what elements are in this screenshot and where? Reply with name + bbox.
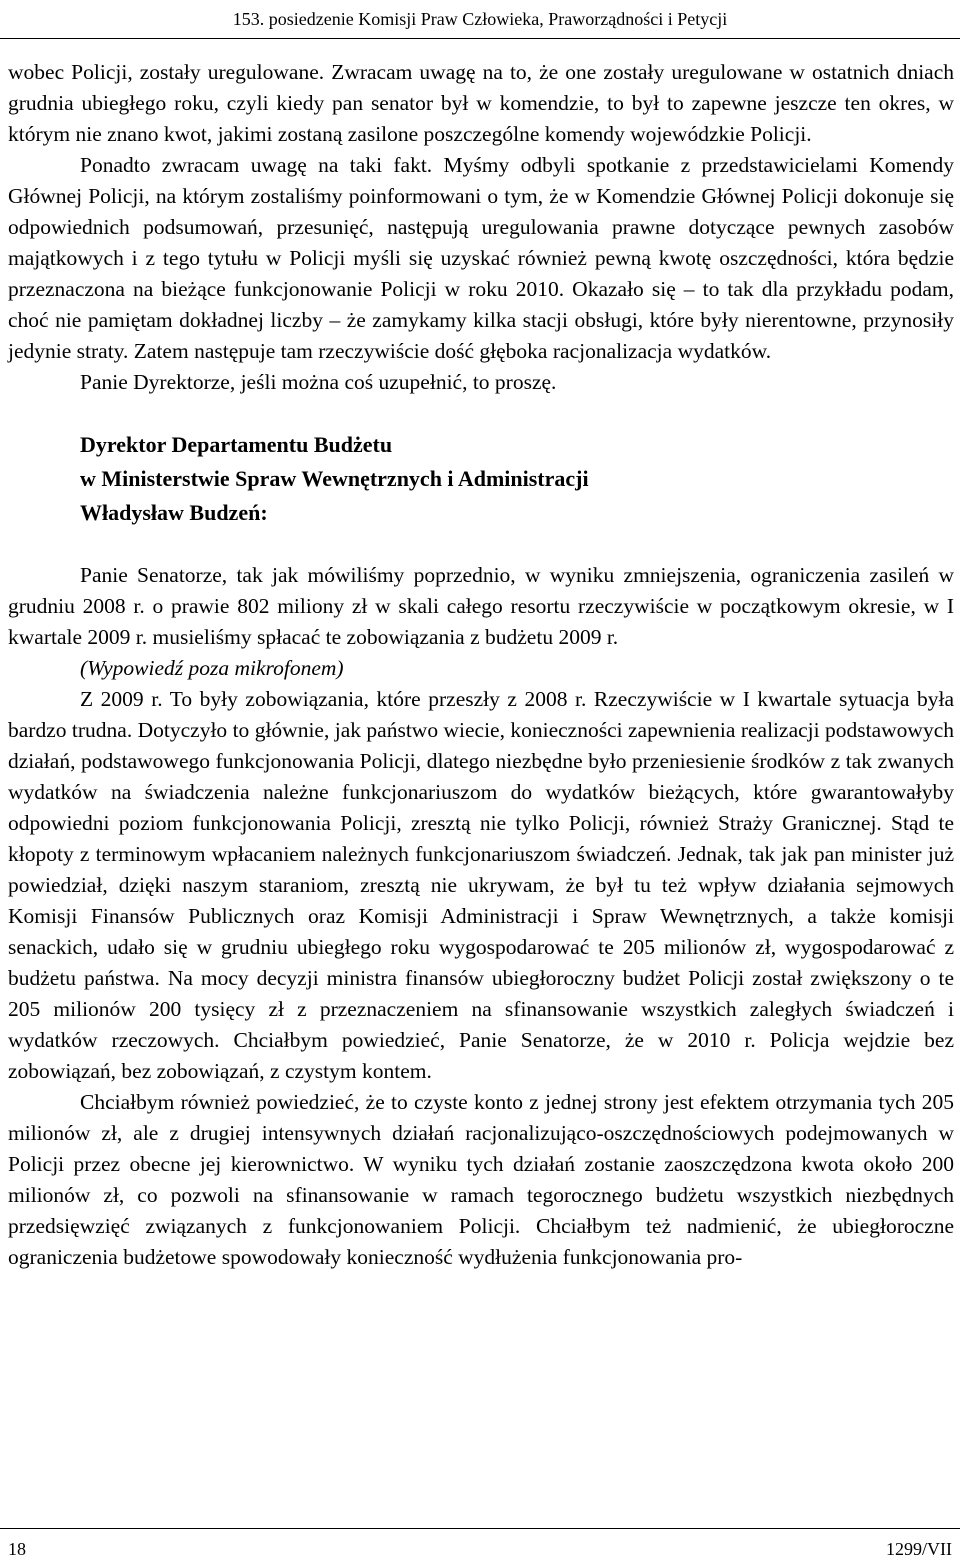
speaker-name: Władysław Budzeń: (80, 500, 268, 525)
paragraph: Panie Senatorze, tak jak mówiliśmy poprzednio, w wyniku zmniejszenia, ograniczenia zasileń w grudniu 2008 r. o prawie 802 miliony zł w skali całego resortu rzeczywiście w początkowym okresie, w I kwartale 2009 r. musieliśmy spłacać te zobowiązania z budżetu 2009 r. (8, 563, 954, 649)
page-content (8, 57, 954, 1273)
document-title: 153. posiedzenie Komisji Praw Człowieka, Praworządności i Petycji (232, 9, 728, 29)
speaker-heading (8, 428, 954, 530)
document-reference: 1299/VII (886, 1539, 952, 1559)
paragraph: wobec Policji, zostały uregulowane. Zwracam uwagę na to, że one zostały uregulowane w ostatnich dniach grudnia ubiegłego roku, czyli kiedy pan senator był w komendzie, to był to zapewne jeszcze ten okres, w którym nie znano kwot, jakimi zostaną zasilone poszczególne komendy wojewódzkie Policji. (8, 60, 954, 146)
stage-note: (Wypowiedź poza mikrofonem) (80, 656, 344, 680)
paragraph: Z 2009 r. To były zobowiązania, które przeszły z 2008 r. Rzeczywiście w I kwartale sytuacja była bardzo trudna. Dotyczyło to głównie, jak państwo wiecie, konieczności zapewnienia realizacji podstawowych działań, podstawowego funkcjonowania Policji, dlatego niezbędne było przeniesienie środków z tak zwanych wydatków na świadczenia należne funkcjonariuszom do wydatków bieżących, które gwarantowałyby odpowiedni poziom funkcjonowania Policji, zresztą nie tylko Policji, również Straży Granicznej. Stąd te kłopoty z terminowym wpłacaniem należnych funkcjonariuszom świadczeń. Jednak, tak jak pan minister już powiedział, dzięki naszym staraniom, zresztą nie ukrywam, że był tu też wpływ działania sejmowych Komisji Finansów Publicznych oraz Komisji Administracji i Spraw Wewnętrznych, a także komisji senackich, udało się w grudniu ubiegłego roku wygospodarować te 205 milionów zł, wygospodarować z budżetu państwa. Na mocy decyzji ministra finansów ubiegłoroczny budżet Policji został zwiększony o te 205 milionów 200 tysięcy zł z przeznaczeniem na sfinansowanie wszystkich zaległych świadczeń i wydatków rzeczowych. Chciałbym powiedzieć, Panie Senatorze, że w 2010 r. Policja wejdzie bez zobowiązań, bez zobowiązań, z czystym kontem. (8, 687, 954, 1083)
paragraph: Panie Dyrektorze, jeśli można coś uzupełnić, to proszę. (80, 370, 557, 394)
paragraph: Ponadto zwracam uwagę na taki fakt. Myśmy odbyli spotkanie z przedstawicielami Komendy Głównej Policji, na którym zostaliśmy poinformowani o tym, że w Komendzie Głównej Policji dokonuje się odpowiednich podsumowań, przesunięć, następują uregulowania prawne dotyczące pewnych zasobów majątkowych i z tego tytułu w Policji myśli się uzyskać również pewną kwotę oszczędności, która będzie przeznaczona na bieżące funkcjonowanie Policji w roku 2010. Okazało się – to tak dla przykładu podam, choć nie pamiętam dokładnej liczby – że zamykamy kilka stacji obsługi, które były nierentowne, przynosiły jedynie straty. Zatem następuje tam rzeczywiście dość głęboka racjonalizacja wydatków. (8, 153, 954, 363)
page-footer (0, 1528, 960, 1566)
running-header (0, 0, 960, 39)
paragraph: Chciałbym również powiedzieć, że to czyste konto z jednej strony jest efektem otrzymania tych 205 milionów zł, ale z drugiej intensywnych działań racjonalizująco-oszczędnościowych podejmowanych w Policji przez obecne jej kierownictwo. W wyniku tych działań zostanie zaoszczędzona kwota około 200 milionów zł, co pozwoli na sfinansowanie w ramach tegorocznego budżetu wszystkich niezbędnych przedsięwzięć związanych z funkcjonowaniem Policji. Chciałbym też nadmienić, że ubiegłoroczne ograniczenia budżetowe spowodowały konieczność wydłużenia funkcjonowania pro- (8, 1090, 954, 1269)
page-number: 18 (8, 1539, 26, 1559)
speaker-institution: w Ministerstwie Spraw Wewnętrznych i Administracji (80, 466, 589, 491)
speaker-role: Dyrektor Departamentu Budżetu (80, 432, 393, 457)
